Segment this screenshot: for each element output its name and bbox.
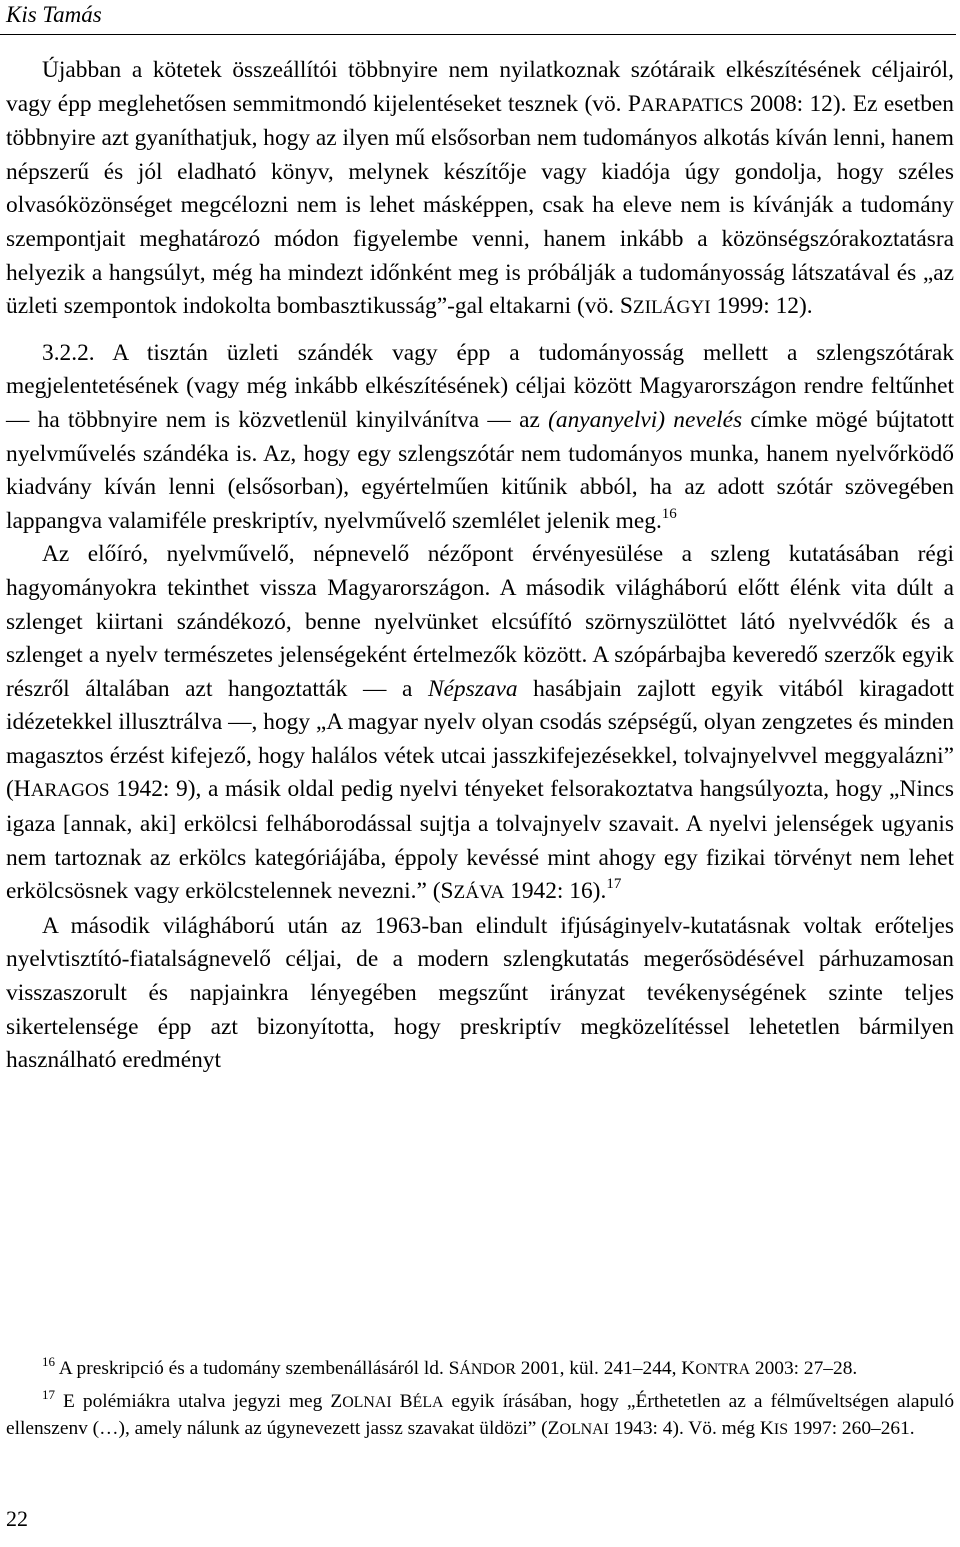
footnote-17-smallcaps-a: OLNAI	[342, 1394, 392, 1411]
main-text	[6, 54, 954, 1078]
paragraph-2-text-b: címke mögé bújtatott nyelvművelés szándéka is. Az, hogy egy szlengszótár nem tudományos munka, hanem nyelvőrködő kiadvány kíván lenni (elsősorban), egyértelműen kitűnik abból, ha az adott szótár szövegében lappangva valamiféle preskriptív, nyelvművelő szemlélet jelenik meg.	[6, 406, 954, 534]
footnote-17-smallcaps-d: IS	[773, 1421, 789, 1438]
paragraph-3-text-b: hasábjain zajlott egyik vitából kiragadott idézetekkel illusztrálva —, hogy „A magyar nyelv olyan csodás szépségű, olyan zengzetes és minden magasztos érzést kifejező, hogy halálos vétek utcai jasszkifejezésekkel, tolvajnyelvvel meggyalázni” (H	[6, 675, 954, 803]
paragraph-1-smallcaps-b: ZILÁGYI	[632, 297, 711, 319]
footnote-17-smallcaps-b: ÉLA	[412, 1394, 444, 1411]
footnote-16-text-b: 2001, kül. 241–244, K	[515, 1358, 696, 1379]
footnote-16-text-a: A preskripció és a tudomány szembenállásáról ld. S	[55, 1358, 460, 1379]
paragraph-1-text-c: 1999: 12).	[710, 293, 813, 320]
footnote-17-text-c: egyik írásában, hogy „Érthetetlen az a félműveltségen alapuló ellenszenv (…), amely nálunk az úgynevezett jassz szavakat üldözi” (Z	[6, 1391, 955, 1439]
paragraph-4: A második világháború után az 1963-ban elindult ifjúságinyelv-kutatásnak voltak erőteljes nyelvtisztító-fiatalságnevelő céljai, de a modern szlengkutatás megerősödésével párhuzamosan visszaszorult és napjainkra lényegében megszűnt irányzat tevékenységének szinte teljes sikertelensége épp azt bizonyította, hogy preskriptív megközelítéssel lehetetlen bármilyen használható eredményt	[6, 912, 954, 1074]
footnote-ref-16[interactable]: 16	[661, 505, 677, 522]
footnote-ref-17[interactable]: 17	[606, 876, 622, 893]
paragraph-2	[6, 337, 954, 539]
paragraph-3-smallcaps-b: ZÁVA	[453, 882, 505, 904]
footnote-17-text-d: 1943: 4). Vö. még K	[608, 1418, 774, 1439]
paragraph-3-text-a: Az előíró, nyelvművelő, népnevelő nézőpont érvényesülése a szleng kutatásában régi hagyományokra tekinthet vissza Magyarországon. A második világháború előtt élénk vita dúlt a szlenget kiirtani szándékozó, benne nyelvünket elcsúfító szörnyszülöttet látó nyelvvédők és a szlenget a nyelv természetes jelenségeként értelmezők között. A szópárbajba keveredő szerzők egyik részről általában azt hangoztatták — a	[6, 541, 954, 702]
paragraph-1	[6, 54, 954, 325]
paragraph-1-text-b: 2008: 12). Ez esetben többnyire azt gyaníthatjuk, hogy az ilyen mű elsősorban nem tudományos alkotás kíván lenni, hanem népszerű és jól eladható könyv, melynek készítője vagy kiadója úgy gondolja, hogy széles olvasóközönséget megcélozni nem is lehet másképpen, csak ha eleve nem is kívánják a tudomány szempontjait meghatározó módon figyelembe venni, hanem inkább a közönségszórakoztatásra helyezik a hangsúlyt, még ha mindezt időnként meg is próbálják a tudományosság látszatával és „az üzleti szempontok indokolta bombasztikusság”-gal eltakarni (vö. S	[6, 90, 954, 320]
paragraph-3	[6, 538, 954, 910]
paragraph-1-smallcaps-a: ARAPATICS	[640, 94, 744, 116]
paragraph-2-text-a: 3.2.2. A tisztán üzleti szándék vagy épp a tudományosság mellett a szlengszótárak megjelentetésének (vagy még inkább elkészítésének) céljai között Magyarországon rendre feltűnhet — ha többnyire nem is közvetlenül kinyilvánítva — az	[6, 339, 954, 433]
footnote-16-smallcaps-b: ONTRA	[695, 1361, 751, 1378]
footnote-16-text-c: 2003: 27–28.	[750, 1358, 858, 1379]
footnote-17-smallcaps-c: OLNAI	[559, 1421, 609, 1438]
footnote-17-text-a: E polémiákra utalva jegyzi meg Z	[55, 1391, 343, 1412]
paragraph-3-smallcaps-a: ARAGOS	[30, 780, 110, 802]
paragraph-3-text-d: 1942: 16).	[504, 878, 607, 905]
footnote-17-text-e: 1997: 260–261.	[788, 1418, 915, 1439]
footnote-17	[6, 1389, 954, 1443]
running-header	[0, 0, 956, 35]
footnote-16	[6, 1356, 954, 1383]
footnotes	[6, 1356, 954, 1449]
footnote-17-text-b: B	[391, 1391, 413, 1412]
footnote-16-number: 16	[42, 1354, 55, 1369]
footnote-16-smallcaps-a: ÁNDOR	[459, 1361, 516, 1378]
paragraph-3-text-c: 1942: 9), a másik oldal pedig nyelvi tényeket felsorakoztatva hangsúlyozta, hogy „Nincs igaza [annak, aki] erkölcsi felháborodással sujtja a tolvajnyelv szavait. A nyelvi jelenségek ugyanis nem tartoznak az erkölcs kategóriájába, éppoly kevéssé mint ahogy egy fizikai törvényt nem lehet erkölcsösnek vagy erkölcstelennek nevezni.” (S	[6, 776, 954, 905]
paragraph-2-italic: (anyanyelvi) nevelés	[548, 406, 743, 433]
paragraph-1-text-a: Újabban a kötetek összeállítói többnyire nem nyilatkoznak szótáraik elkészítésének céljairól, vagy épp meglehetősen semmitmondó kijelentéseket tesznek (vö. P	[6, 57, 954, 117]
header-author: Kis Tamás	[6, 2, 102, 27]
footnote-17-number: 17	[42, 1387, 55, 1402]
paragraph-3-italic: Népszava	[427, 675, 518, 702]
page-number: 22	[6, 1506, 28, 1531]
